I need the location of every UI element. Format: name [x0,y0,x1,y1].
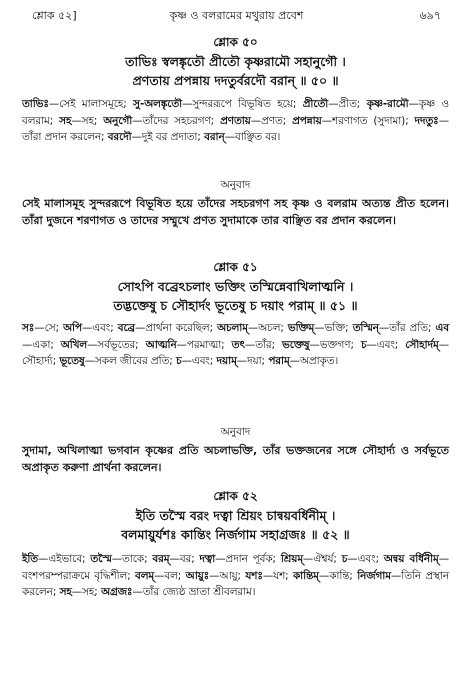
synonym-term: চ [360,338,367,351]
synonym-term: চ [176,355,182,367]
synonym-term: দদতুঃ [414,114,439,127]
synonym-gloss: —এবং; [181,355,217,367]
synonym-term: যশঃ [245,569,263,582]
synonym-gloss: —তিনি প্রস্থান করলেন; [22,569,449,598]
synonym-term: দয়াম্‌ [216,355,237,367]
synonym-gloss: —বর; [169,553,200,565]
synonym-gloss: —বাঞ্ছিত বর। [224,131,281,143]
verse-51-translation: সুদামা, অখিলাত্মা ভগবান কৃষ্ণের প্রতি অচলাভক্তি, তাঁর ভক্তজনের সঙ্গে সৌহার্দ্য ও সর্বভূতে অপ্রাকৃত করুণা প্রার্থনা করলেন। [22,444,449,474]
synonym-term: অপি [63,322,82,334]
synonym-term: এব [435,322,449,334]
synonym-term: বরান্‌ [204,131,225,143]
synonym-term: তস্মিন্‌ [352,322,379,334]
synonym-term: নির্জগাম [357,569,391,582]
synonym-gloss: —যশ; [262,569,293,582]
synonym-gloss: —পরমাত্মা; [176,338,232,351]
synonym-term: সঃ [22,322,35,334]
synonym-gloss: —প্রদান পূর্বক; [215,553,281,565]
synonym-term: বরদৌ [107,131,132,143]
synonym-gloss: —দয়া; [236,355,269,367]
synonym-term: অচলাম্‌ [217,322,248,334]
synonym-term: আত্মনি [145,338,177,351]
synonym-term: ভূতেষু [59,355,85,367]
synonym-term: দত্বা [199,553,216,565]
synonym-term: সহ [59,114,72,127]
synonym-term: কৃষ্ণ-রামৌ [366,98,409,110]
synonym-gloss: —কৃষ্ণ ও বলরাম; [22,98,449,127]
synonym-term: বরম্‌ [152,553,170,565]
synonym-term: বলম্‌ [134,569,155,582]
synonym-gloss: —অচল; [247,322,288,334]
chapter-title: কৃষ্ণ ও বলরামের মথুরায় প্রবেশ [169,8,304,22]
synonym-term: শ্রিয়ম্‌ [280,553,304,565]
synonym-term: প্রণতায় [220,114,251,127]
verse-52-line-2: বলমায়ুর্যশঃ কান্তিং নির্জগাম সহাগ্রজঃ ॥ ৫২ ॥ [121,527,350,542]
synonym-gloss: —সৌহার্দ্য; [22,338,449,367]
synonym-gloss: —তাঁর জ্যেষ্ঠ ভ্রাতা শ্রীবলরাম। [132,586,256,598]
verse-50-translation: সেই মালাসমূহ সুন্দররূপে বিভূষিত হয়ে তাঁদের সহচরগণ সহ কৃষ্ণ ও বলরাম অত্যন্ত প্রীত হলেন। তাঁরা দুজনে শরণাগত ও তাদের সম্মুখে প্রণত সুদামাকে তার বাঞ্ছিত বর প্রদান করলেন। [22,197,449,227]
synonym-gloss: —দুই বর প্রদাতা; [131,131,205,143]
synonym-gloss: —ভক্তি; [314,322,353,334]
synonym-gloss: —প্রার্থনা করেছিল; [134,322,218,334]
synonym-gloss: —তাঁর; [244,338,283,351]
verse-50-sanskrit [20,52,451,90]
synonym-gloss: —সকল জীবের প্রতি; [84,355,176,367]
synonym-term: বব্রে [117,322,135,334]
synonym-gloss: —সহ; [71,114,104,127]
synonym-gloss: —বংশপরম্পরাক্রমে বৃদ্ধিশীল; [22,553,450,582]
verse-50-title: শ্লোক ৫০ [213,35,258,49]
header-verse-ref: শ্লোক ৫২] [32,8,77,22]
verse-51-translation-label: অনুবাদ [220,426,251,438]
synonym-term: সহ [59,586,72,598]
synonym-term: অন্বয় বর্ধিনীম্‌ [383,553,439,565]
synonym-gloss: —শরণাগত (সুদামা); [321,114,415,127]
verse-50-line-1: তাভিঃ স্বলঙ্কৃতৌ প্রীতৌ কৃষ্ণরামৌ সহানুগৌ । [125,54,346,69]
synonym-term: অগ্রজঃ [101,586,133,598]
verse-51-title: শ্লোক ৫১ [213,260,258,274]
verse-52-sanskrit [20,506,451,544]
synonym-term: চ [341,553,348,565]
synonym-term: প্রীতৌ [302,98,329,110]
synonym-gloss: —তাঁদের সহচরগণ; [132,114,221,127]
synonym-gloss: —প্রীত; [328,98,367,110]
synonym-gloss: —এবং; [347,553,384,565]
synonym-term: অনুগৌ [103,114,133,127]
synonym-term: পরাম্‌ [268,355,290,367]
synonym-gloss: —সুন্দররূপে বিভূষিত হয়ে; [182,98,303,110]
verse-50-synonyms [22,96,449,146]
synonym-gloss: —বল; [154,569,186,582]
synonym-term: সু-অলঙ্কৃতৌ [133,98,183,110]
synonym-gloss: —একা; [22,338,61,351]
synonym-term: ভক্তিম্‌ [287,322,315,334]
synonym-term: অখিল [60,338,88,351]
verse-52-synonyms [22,551,449,601]
synonym-gloss: —কান্তি; [318,569,358,582]
page-header [32,6,441,26]
synonym-gloss: —এবং; [366,338,406,351]
synonym-gloss: —তাঁর প্রতি; [378,322,436,334]
synonym-gloss: —ভক্তগণ; [309,338,361,351]
synonym-gloss: —অপ্রাকৃত। [289,355,339,367]
synonym-term: ভক্তেষু [282,338,310,351]
verse-52-line-1: ইতি তস্মৈ বরং দত্বা শ্রিয়ং চান্বয়বর্ধিনীম্‌ । [135,508,336,523]
synonym-gloss: —আয়ু; [209,569,246,582]
synonym-term: আয়ুঃ [185,569,210,582]
synonym-gloss: —তাকে; [111,553,153,565]
synonym-term: তৎ [231,338,245,351]
verse-51-sanskrit [20,277,451,315]
synonym-term: প্রপন্নায় [292,114,322,127]
synonym-term: তস্মৈ [90,553,112,565]
synonym-term: ইতি [22,553,39,565]
synonym-term: তাভিঃ [22,98,49,110]
synonym-gloss: —প্রণত; [250,114,293,127]
verse-50-translation-label: অনুবাদ [220,179,251,191]
verse-50-line-2: প্রণতায় প্রপন্নায় দদতুর্বরদৌ বরান্‌ ॥ ৫০ ॥ [132,73,339,88]
synonym-gloss: —সে; [34,322,64,334]
synonym-gloss: —সর্বভূতের; [87,338,146,351]
page-number: ৬৯৭ [419,8,441,22]
synonym-term: কান্তিম্‌ [292,569,319,582]
verse-52-title: শ্লোক ৫২ [213,489,258,503]
synonym-term: সৌহার্দম্‌ [405,338,439,351]
verse-51-synonyms [22,320,449,370]
synonym-gloss: —এইভাবে; [38,553,91,565]
synonym-gloss: —এবং; [81,322,118,334]
synonym-gloss: —তাঁরা প্রদান করলেন; [22,114,449,143]
verse-51-line-1: সোঽপি বব্রেঽচলাং ভক্তিং তস্মিন্নেবাখিলাত্মনি । [117,279,354,294]
synonym-gloss: —সহ; [71,586,102,598]
verse-51-line-2: তদ্ভক্তেষু চ সৌহার্দং ভূতেষু চ দয়াং পরাম্‌ ॥ ৫১ ॥ [113,298,358,313]
synonym-gloss: —সেই মালাসমূহে; [48,98,134,110]
synonym-gloss: —ঐশ্বর্য; [303,553,342,565]
